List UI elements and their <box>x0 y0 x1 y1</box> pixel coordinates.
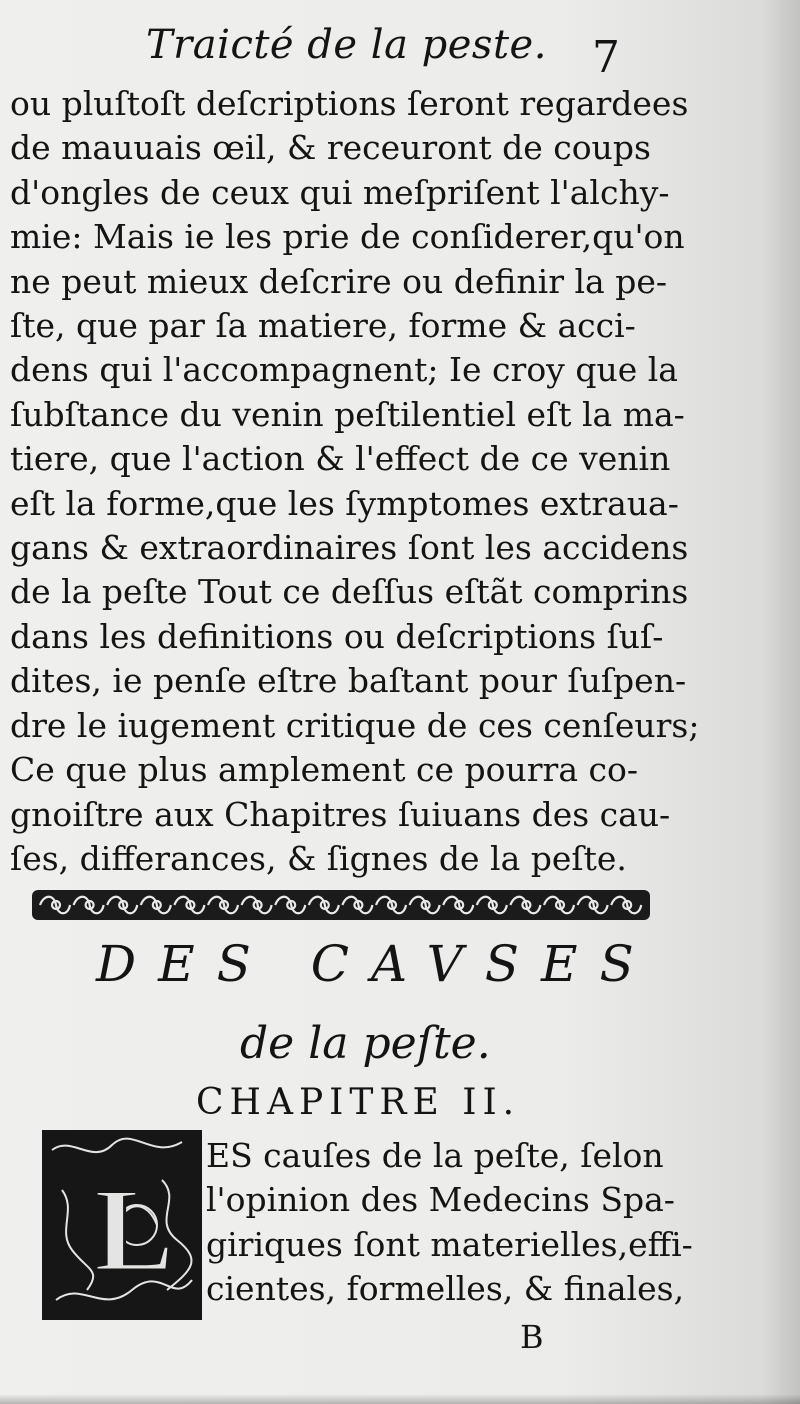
text-line: giriques ſont materielles,effi- <box>206 1224 693 1264</box>
ornamental-band <box>32 888 650 922</box>
section-heading: DES CAVSES <box>96 935 656 993</box>
decorated-initial-letter <box>42 1130 202 1320</box>
text-line: ſubſtance du venin peſtilentiel eſt la ma- <box>10 394 685 434</box>
text-line: dans les definitions ou deſcriptions ſuſ- <box>10 616 664 656</box>
page-edge-shadow <box>762 0 800 1404</box>
text-line: gans & extraordinaires ſont les accidens <box>10 528 689 568</box>
text-line: dens qui l'accompagnent; Ie croy que la <box>10 350 678 390</box>
body-paragraph <box>10 82 700 881</box>
text-line: l'opinion des Medecins Spa- <box>206 1180 675 1220</box>
section-subheading: de la peſte. <box>240 1018 491 1069</box>
text-line: Ce que plus amplement ce pourra co- <box>10 750 638 790</box>
text-line: de la peſte Tout ce deſſus eſtãt comprins <box>10 572 689 612</box>
text-line: de mauuais œil, & receuront de coups <box>10 128 651 168</box>
text-line: ſes, differances, & ſignes de la peſte. <box>10 838 627 878</box>
drop-cap-letter: L <box>94 1163 175 1296</box>
text-line: cientes, formelles, & finales, <box>206 1269 685 1309</box>
page-number: 7 <box>592 32 620 83</box>
text-line: ne peut mieux deſcrire ou definir la pe- <box>10 261 668 301</box>
text-line: dre le iugement critique de ces cenſeurs; <box>10 705 700 745</box>
chapter-paragraph <box>206 1134 693 1312</box>
text-line: tiere, que l'action & l'effect de ce venin <box>10 439 671 479</box>
page-header <box>0 20 800 83</box>
text-line: dites, ie penſe eſtre baſtant pour ſuſpen- <box>10 661 687 701</box>
text-line: eſt la forme,que les ſymptomes extraua- <box>10 483 679 523</box>
page-bottom-edge <box>0 1394 800 1404</box>
text-line: ES cauſes de la peſte, ſelon <box>206 1136 664 1175</box>
text-line: mie: Mais ie les prie de conſiderer,qu'on <box>10 217 685 257</box>
signature-mark: B <box>520 1318 544 1356</box>
text-line: ſte, que par ſa matiere, forme & acci- <box>10 306 636 346</box>
text-line: gnoiſtre aux Chapitres ſuiuans des cau- <box>10 794 671 834</box>
text-line: d'ongles de ceux qui meſpriſent l'alchy- <box>10 172 670 212</box>
chapter-label: CHAPITRE II. <box>196 1082 521 1123</box>
running-title: Traicté de la peste. <box>146 22 547 68</box>
text-line: ou pluſtoſt deſcriptions ſeront regardees <box>10 84 689 123</box>
